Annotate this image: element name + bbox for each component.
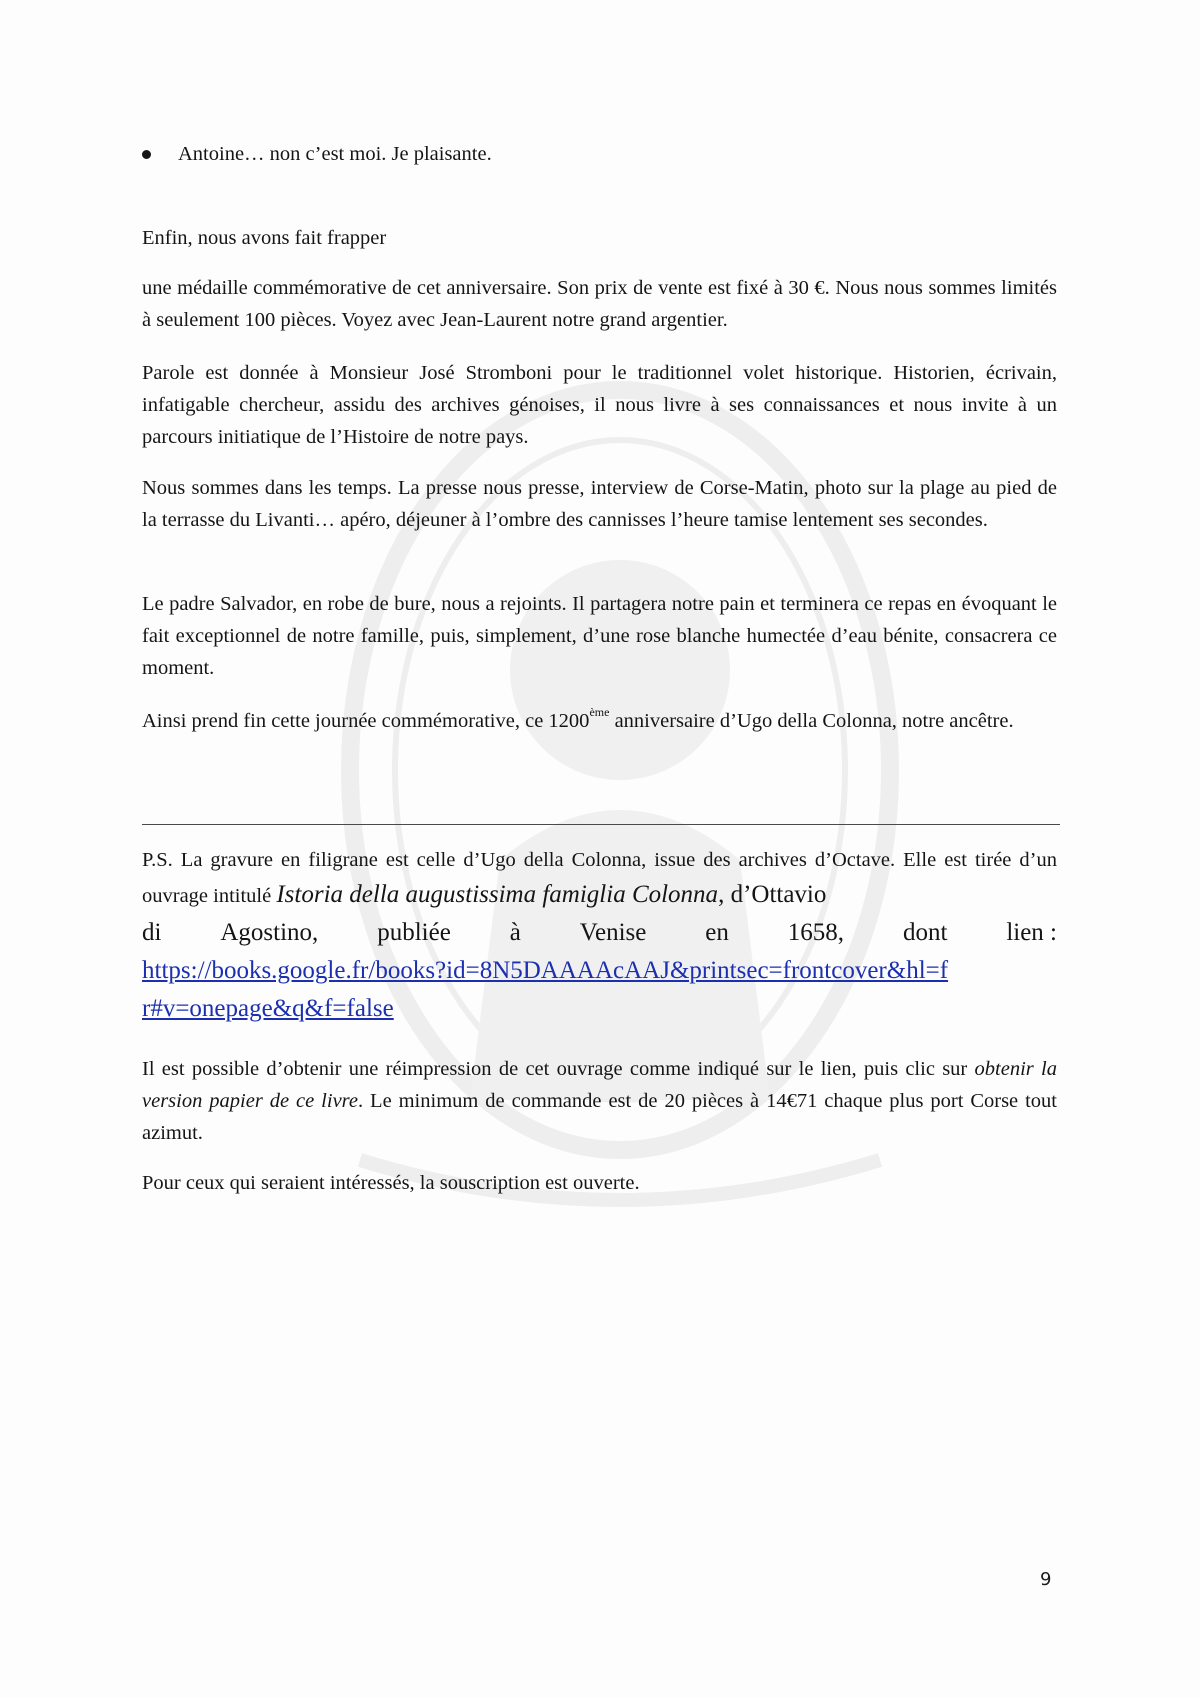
ps-word: Agostino, <box>220 919 319 946</box>
postscript <box>142 844 1057 1028</box>
postscript-line1 <box>142 844 1057 914</box>
ps-word: dont <box>902 919 948 946</box>
ps-word: à <box>509 919 521 946</box>
ps-intro: P.S. La gravure en filigrane est celle d’Ugo della Colonna, issue des archives d’Octave. Elle est tirée d’un ouvrage intitulé <box>142 849 1057 907</box>
paragraph-reimpression <box>142 1053 1057 1149</box>
ordinal-superscript: ème <box>589 705 610 720</box>
reimpression-after: . Le minimum de commande est de 20 pièces à 14€71 chaque plus port Corse tout azimut. <box>142 1090 1057 1144</box>
ps-word: Venise <box>579 919 647 946</box>
bullet-icon <box>142 150 151 159</box>
ps-word: lien : <box>1006 919 1057 946</box>
paragraph-ainsi <box>142 705 1057 737</box>
ps-word: di <box>142 919 162 946</box>
paragraph-enfin: Enfin, nous avons fait frapper <box>142 227 387 249</box>
ps-word: en <box>705 919 729 946</box>
ainsi-text-after: anniversaire d’Ugo della Colonna, notre ancêtre. <box>609 710 1014 732</box>
ps-word: 1658, <box>787 919 845 946</box>
bullet-item <box>178 138 492 170</box>
page-number: 9 <box>1040 1569 1052 1590</box>
horizontal-divider <box>142 824 1060 825</box>
ps-after-title: , d’Ottavio <box>718 881 827 908</box>
ainsi-text-before: Ainsi prend fin cette journée commémorative, ce 1200 <box>142 710 590 732</box>
postscript-line-justified <box>142 914 1057 952</box>
paragraph-souscription: Pour ceux qui seraient intéressés, la souscription est ouverte. <box>142 1172 640 1194</box>
paragraph-parole: Parole est donnée à Monsieur José Stromboni pour le traditionnel volet historique. Historien, écrivain, infatigable chercheur, assidu des archives génoises, il nous livre à ses connaissances et nous invite à un parcours initiatique de l’Histoire de notre pays. <box>142 362 1057 448</box>
book-title: Istoria della augustissima famiglia Colonna <box>276 881 719 908</box>
reimpression-before: Il est possible d’obtenir une réimpression de cet ouvrage comme indiqué sur le lien, puis clic sur <box>142 1058 975 1080</box>
reimpression-italic: obtenir la version papier de ce livre <box>142 1058 1057 1112</box>
link-line2: r#v=onepage&q&f=false <box>142 995 394 1022</box>
paragraph-presse: Nous sommes dans les temps. La presse nous presse, interview de Corse-Matin, photo sur la plage au pied de la terrasse du Livanti… apéro, déjeuner à l’ombre des cannisses l’heure tamise lentement ses secondes. <box>142 477 1057 531</box>
google-books-link[interactable] <box>142 952 1057 1028</box>
paragraph-medaille: une médaille commémorative de cet anniversaire. Son prix de vente est fixé à 30 €. Nous nous sommes limités à seulement 100 pièces. Voyez avec Jean-Laurent notre grand argentier. <box>142 277 1057 331</box>
paragraph-salvador: Le padre Salvador, en robe de bure, nous a rejoints. Il partagera notre pain et terminera ce repas en évoquant le fait exceptionnel de notre famille, puis, simplement, d’une rose blanche humectée d’eau bénite, consacrera ce moment. <box>142 593 1057 679</box>
bullet-text: Antoine… non c’est moi. Je plaisante. <box>178 143 492 165</box>
ps-word: publiée <box>377 919 451 946</box>
link-line1: https://books.google.fr/books?id=8N5DAAAAcAAJ&printsec=frontcover&hl=f <box>142 957 949 984</box>
